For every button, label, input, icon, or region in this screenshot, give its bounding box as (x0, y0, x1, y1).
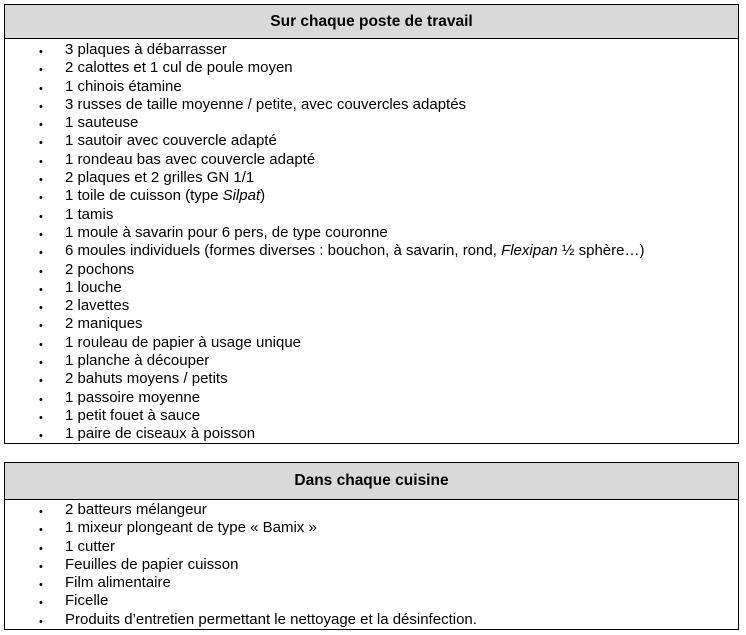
item-text: 3 russes de taille moyenne / petite, avec couvercles adaptés (65, 95, 467, 113)
item-text: 1 sautoir avec couvercle adapté (65, 132, 277, 150)
item-text: ½ sphère…) (557, 242, 645, 260)
section-poste-de-travail (4, 4, 739, 444)
equipment-list (5, 39, 738, 444)
equipment-list (5, 500, 738, 629)
item-text: 2 pochons (65, 260, 135, 278)
list-item (5, 206, 738, 224)
list-item (5, 425, 738, 443)
item-text: 1 chinois étamine (65, 77, 182, 95)
list-item (5, 352, 738, 370)
item-text: 1 toile de cuisson (type (65, 187, 223, 205)
section-title: Dans chaque cuisine (5, 463, 738, 500)
item-text: 1 planche à découper (65, 352, 210, 370)
item-text: 6 moules individuels (formes diverses : bouchon, à savarin, rond, (65, 242, 502, 260)
list-item (5, 59, 738, 77)
item-text: 1 tamis (65, 205, 114, 223)
list-item (5, 279, 738, 297)
item-text: Film alimentaire (65, 574, 171, 592)
list-item (5, 41, 738, 59)
list-item (5, 132, 738, 150)
item-text: 2 maniques (65, 315, 143, 333)
list-item (5, 315, 738, 333)
list-item (5, 574, 738, 592)
list-item (5, 611, 738, 629)
list-item (5, 187, 738, 205)
item-text-italic: Flexipan (501, 242, 558, 260)
list-item (5, 242, 738, 260)
list-item (5, 389, 738, 407)
list-item (5, 151, 738, 169)
item-text: 1 rondeau bas avec couvercle adapté (65, 150, 316, 168)
list-item (5, 78, 738, 96)
item-text: 1 cutter (65, 537, 116, 555)
list-item (5, 114, 738, 132)
list-item (5, 407, 738, 425)
item-text: 1 louche (65, 278, 122, 296)
item-text: ) (260, 187, 266, 205)
list-item (5, 519, 738, 537)
item-text: 3 plaques à débarrasser (65, 41, 227, 58)
list-item (5, 224, 738, 242)
list-item (5, 169, 738, 187)
item-text: Ficelle (65, 592, 109, 610)
item-text: Feuilles de papier cuisson (65, 555, 239, 573)
list-item (5, 96, 738, 114)
item-text: Produits d’entretien permettant le nettoyage et la désinfection. (65, 610, 477, 628)
item-text: 1 rouleau de papier à usage unique (65, 333, 302, 351)
item-text: 2 calottes et 1 cul de poule moyen (65, 59, 293, 77)
item-text: 1 moule à savarin pour 6 pers, de type couronne (65, 223, 388, 241)
list-item (5, 261, 738, 279)
section-cuisine (4, 462, 739, 630)
list-item (5, 538, 738, 556)
item-text: 2 bahuts moyens / petits (65, 370, 228, 388)
item-text: 1 mixeur plongeant de type « Bamix » (65, 519, 317, 537)
list-item (5, 370, 738, 388)
item-text: 1 passoire moyenne (65, 388, 201, 406)
list-item (5, 556, 738, 574)
list-item (5, 297, 738, 315)
item-text: 1 sauteuse (65, 114, 139, 132)
item-text: 1 paire de ciseaux à poisson (65, 425, 256, 443)
item-text-italic: Silpat (222, 187, 261, 205)
item-text: 2 lavettes (65, 297, 130, 315)
item-text: 2 batteurs mélangeur (65, 501, 207, 518)
list-item (5, 592, 738, 610)
item-text: 1 petit fouet à sauce (65, 406, 201, 424)
list-item (5, 334, 738, 352)
item-text: 2 plaques et 2 grilles GN 1/1 (65, 169, 255, 187)
section-title: Sur chaque poste de travail (5, 5, 738, 39)
list-item (5, 501, 738, 519)
